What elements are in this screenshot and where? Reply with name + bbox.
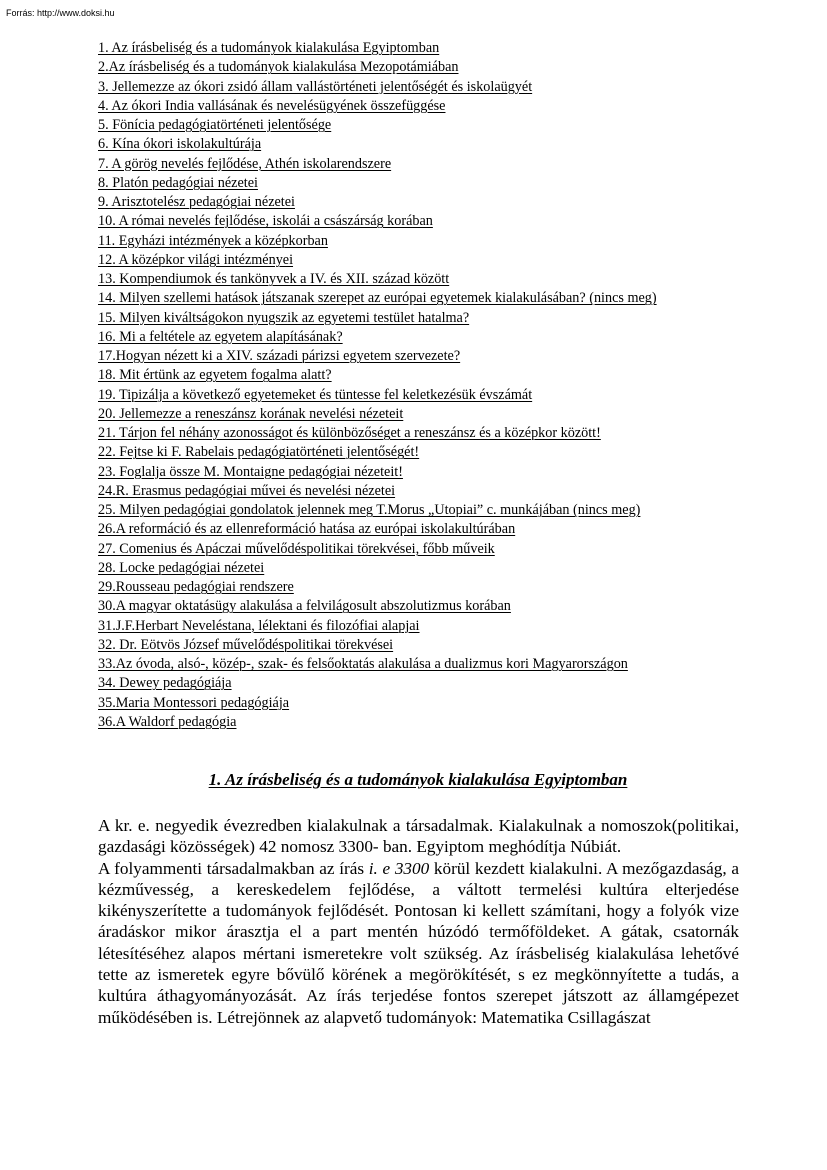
- toc-link[interactable]: 36.A Waldorf pedagógia: [98, 713, 237, 730]
- toc-link[interactable]: 15. Milyen kiváltságokon nyugszik az egyetemi testület hatalma?: [98, 309, 470, 326]
- toc-item: [98, 78, 738, 97]
- toc-item: [98, 135, 738, 154]
- toc-link[interactable]: 6. Kína ókori iskolakultúrája: [98, 136, 262, 153]
- toc-link[interactable]: 25. Milyen pedagógiai gondolatok jelennek meg T.Morus „Utopiai” c. munkájában (nincs meg): [98, 502, 641, 518]
- toc-link[interactable]: 7. A görög nevelés fejlődése, Athén iskolarendszere: [98, 155, 392, 172]
- toc-item: [98, 232, 738, 251]
- toc-link[interactable]: 35.Maria Montessori pedagógiája: [98, 694, 290, 711]
- toc-item: [98, 405, 738, 424]
- toc-item: [98, 328, 738, 347]
- paragraph: A kr. e. negyedik évezredben kialakulnak a társadalmak. Kialakulnak a nomoszok(politikai, gazdasági közösségek) 42 nomosz 3300- ban. Egyiptom meghódítja Núbiát.: [98, 816, 739, 857]
- toc-item: [98, 386, 738, 405]
- toc-item: [98, 251, 738, 270]
- toc-item: [98, 482, 738, 501]
- table-of-contents: [98, 39, 738, 732]
- toc-item: [98, 155, 738, 174]
- toc-item: [98, 97, 738, 116]
- toc-item: [98, 39, 738, 58]
- toc-item: [98, 463, 738, 482]
- toc-link[interactable]: 27. Comenius és Apáczai művelődéspolitikai törekvései, főbb műveik: [98, 540, 495, 557]
- toc-link[interactable]: 1. Az írásbeliség és a tudományok kialakulása Egyiptomban: [98, 40, 440, 56]
- toc-link[interactable]: 32. Dr. Eötvös József művelődéspolitikai törekvései: [98, 636, 394, 653]
- toc-link[interactable]: 21. Tárjon fel néhány azonosságot és különbözőséget a reneszánsz és a középkor között!: [98, 425, 601, 441]
- toc-item: [98, 655, 738, 674]
- toc-item: [98, 713, 738, 732]
- toc-link[interactable]: 9. Arisztotelész pedagógiai nézetei: [98, 194, 295, 210]
- toc-item: [98, 636, 738, 655]
- toc-link[interactable]: 23. Foglalja össze M. Montaigne pedagógiai nézeteit!: [98, 463, 403, 480]
- toc-item: [98, 58, 738, 77]
- toc-link[interactable]: 26.A reformáció és az ellenreformáció hatása az európai iskolakultúrában: [98, 521, 516, 538]
- section-heading: 1. Az írásbeliség és a tudományok kialakulása Egyiptomban: [208, 770, 628, 789]
- toc-link[interactable]: 33.Az óvoda, alsó-, közép-, szak- és felsőoktatás alakulása a dualizmus kori Magyarországon: [98, 656, 628, 672]
- toc-link[interactable]: 24.R. Erasmus pedagógiai művei és nevelési nézetei: [98, 482, 396, 499]
- toc-item: [98, 347, 738, 366]
- toc-link[interactable]: 16. Mi a feltétele az egyetem alapításának?: [98, 328, 343, 345]
- toc-link[interactable]: 17.Hogyan nézett ki a XIV. századi párizsi egyetem szervezete?: [98, 348, 461, 364]
- toc-link[interactable]: 13. Kompendiumok és tankönyvek a IV. és XII. század között: [98, 271, 450, 287]
- toc-link[interactable]: 4. Az ókori India vallásának és nevelésügyének összefüggése: [98, 97, 446, 114]
- toc-item: [98, 578, 738, 597]
- toc-item: [98, 289, 738, 308]
- toc-link[interactable]: 11. Egyházi intézmények a középkorban: [98, 232, 328, 249]
- toc-item: [98, 501, 738, 520]
- toc-link[interactable]: 19. Tipizálja a következő egyetemeket és tüntesse fel keletkezésük évszámát: [98, 386, 533, 403]
- toc-item: [98, 443, 738, 462]
- toc-item: [98, 540, 738, 559]
- toc-item: [98, 674, 738, 693]
- toc-item: [98, 694, 738, 713]
- toc-item: [98, 559, 738, 578]
- toc-item: [98, 193, 738, 212]
- body-text: [98, 815, 739, 1028]
- toc-link[interactable]: 30.A magyar oktatásügy alakulása a felvilágosult abszolutizmus korában: [98, 598, 511, 615]
- toc-item: [98, 617, 738, 636]
- toc-link[interactable]: 3. Jellemezze az ókori zsidó állam vallástörténeti jelentőségét és iskolaügyét: [98, 78, 533, 95]
- toc-link[interactable]: 29.Rousseau pedagógiai rendszere: [98, 579, 294, 595]
- toc-item: [98, 520, 738, 539]
- toc-link[interactable]: 28. Locke pedagógiai nézetei: [98, 559, 265, 576]
- italic-date: i. e 3300: [368, 858, 430, 878]
- toc-link[interactable]: 22. Fejtse ki F. Rabelais pedagógiatörténeti jelentőségét!: [98, 444, 420, 461]
- toc-item: [98, 366, 738, 385]
- toc-link[interactable]: 10. A római nevelés fejlődése, iskolái a császárság korában: [98, 213, 433, 230]
- toc-item: [98, 270, 738, 289]
- toc-link[interactable]: 34. Dewey pedagógiája: [98, 675, 232, 692]
- toc-link[interactable]: 8. Platón pedagógiai nézetei: [98, 174, 258, 191]
- toc-link[interactable]: 5. Fönícia pedagógiatörténeti jelentősége: [98, 117, 332, 133]
- toc-item: [98, 212, 738, 231]
- toc-link[interactable]: 12. A középkor világi intézményei: [98, 251, 294, 268]
- paragraph-text: körül kezdett kialakulni. A mezőgazdaság, a kézművesség, a kereskedelem fejlődése, a váltott termelési kultúra elterjedése kikényszerítette a tudományok fejlődését. Pontosan ki kellett számítani, hogy a folyók vize áradáskor mikor árasztja el a part mentén húzódó termőföldeket. A gátak, csatornák létesítéséhez alapos mértani ismeretekre volt szükség. Az írásbeliség kialakulása lehetővé tette az ismeretek egyre bővülő körének a megörökítését, s ez megkönnyítette a tudás, a kultúra áthagyományozását. Az írás terjedése fontos szerepet játszott az államgépezet működésében is. Létrejönnek az alapvető tudományok: Matematika Csillagászat: [98, 858, 739, 1027]
- toc-link[interactable]: 31.J.F.Herbart Neveléstana, lélektani és filozófiai alapjai: [98, 617, 420, 634]
- paragraph: [98, 858, 739, 1028]
- toc-link[interactable]: 14. Milyen szellemi hatások játszanak szerepet az európai egyetemek kialakulásában? (nincs meg): [98, 290, 657, 307]
- paragraph-text: A folyammenti társadalmakban az írás: [98, 858, 369, 878]
- toc-link[interactable]: 18. Mit értünk az egyetem fogalma alatt?: [98, 367, 332, 384]
- toc-item: [98, 597, 738, 616]
- toc-link[interactable]: 20. Jellemezze a reneszánsz korának nevelési nézeteit: [98, 405, 404, 422]
- toc-item: [98, 116, 738, 135]
- source-note: Forrás: http://www.doksi.hu: [6, 8, 115, 18]
- toc-item: [98, 424, 738, 443]
- toc-item: [98, 309, 738, 328]
- toc-item: [98, 174, 738, 193]
- toc-link[interactable]: 2.Az írásbeliség és a tudományok kialakulása Mezopotámiában: [98, 59, 459, 76]
